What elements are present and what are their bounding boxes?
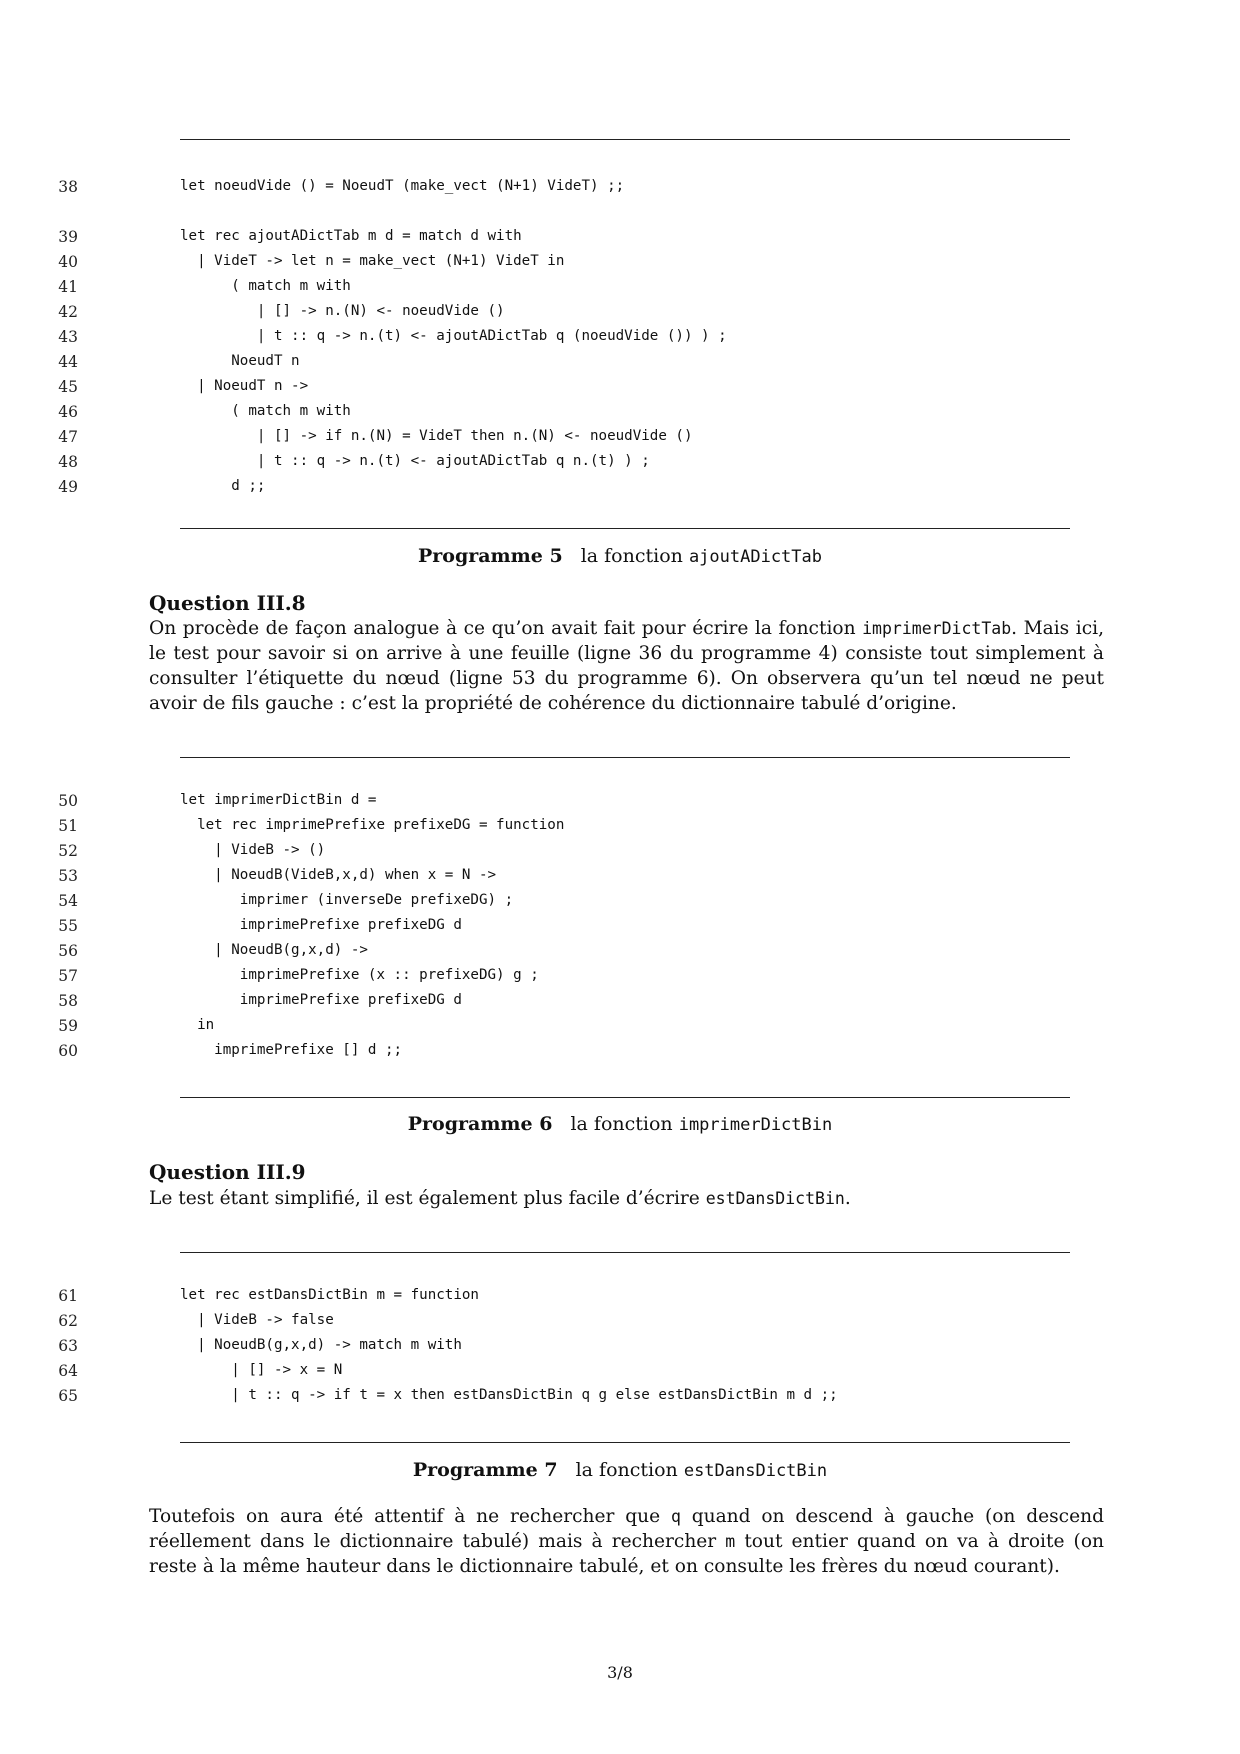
program6-top-rule <box>180 757 1070 758</box>
code-line <box>0 890 1240 915</box>
code-text: | [] -> x = N <box>180 1362 343 1378</box>
line-number: 58 <box>58 992 78 1010</box>
line-number: 57 <box>58 967 78 985</box>
line-number: 63 <box>58 1337 78 1355</box>
code-text: | NoeudB(g,x,d) -> <box>180 942 368 958</box>
code-line <box>0 940 1240 965</box>
line-number: 50 <box>58 792 78 810</box>
code-line <box>0 790 1240 815</box>
line-number: 59 <box>58 1017 78 1035</box>
line-number: 41 <box>58 278 78 296</box>
code-text: | NoeudT n -> <box>180 378 309 394</box>
code-line <box>0 1040 1240 1065</box>
code-line <box>0 1360 1240 1385</box>
code-line <box>0 815 1240 840</box>
code-text: in <box>180 1017 215 1033</box>
caption-text: la fonction <box>580 545 689 567</box>
line-number: 65 <box>58 1387 78 1405</box>
code-text: imprimePrefixe prefixeDG d <box>180 992 462 1008</box>
line-number: 61 <box>58 1287 78 1305</box>
caption-code: estDansDictBin <box>683 1461 828 1481</box>
code-line <box>0 840 1240 865</box>
line-number: 40 <box>58 253 78 271</box>
code-text: | VideT -> let n = make_vect (N+1) VideT in <box>180 253 565 269</box>
inline-code: imprimerDictTab <box>862 619 1012 638</box>
code-line <box>0 351 1240 376</box>
question-iii9-text <box>149 1186 1104 1211</box>
code-text: imprimer (inverseDe prefixeDG) ; <box>180 892 514 908</box>
line-number: 49 <box>58 478 78 496</box>
code-line <box>0 401 1240 426</box>
line-number: 55 <box>58 917 78 935</box>
inline-code: q <box>670 1507 681 1526</box>
code-text: imprimePrefixe prefixeDG d <box>180 917 462 933</box>
code-line <box>0 990 1240 1015</box>
code-text: let imprimerDictBin d = <box>180 792 377 808</box>
code-text: | NoeudB(g,x,d) -> match m with <box>180 1337 462 1353</box>
line-number: 45 <box>58 378 78 396</box>
line-number: 52 <box>58 842 78 860</box>
code-line <box>0 1015 1240 1040</box>
line-number: 44 <box>58 353 78 371</box>
inline-code: m <box>725 1532 736 1551</box>
code-line <box>0 965 1240 990</box>
inline-code: estDansDictBin <box>705 1189 845 1208</box>
line-number: 39 <box>58 228 78 246</box>
code-line <box>0 1310 1240 1335</box>
line-number: 43 <box>58 328 78 346</box>
code-text: let rec imprimePrefixe prefixeDG = function <box>180 817 565 833</box>
page-number: 3/8 <box>607 1663 633 1682</box>
question-iii9-heading: Question III.9 <box>149 1160 306 1184</box>
code-line <box>0 276 1240 301</box>
code-text: | VideB -> () <box>180 842 326 858</box>
program7-top-rule <box>180 1252 1070 1253</box>
paragraph-text: Toutefois on aura été attentif à ne rechercher que <box>149 1506 671 1527</box>
code-line <box>0 326 1240 351</box>
line-number: 64 <box>58 1362 78 1380</box>
code-text: | t :: q -> n.(t) <- ajoutADictTab q n.(t) ) ; <box>180 453 650 469</box>
program5-caption <box>0 545 1240 567</box>
code-line <box>0 301 1240 326</box>
program7-caption <box>0 1459 1240 1481</box>
paragraph-text: tout entier quand on va à droite (on reste à la même hauteur dans le dictionnaire tabulé, et on consulte les frères du nœud courant). <box>149 1531 1104 1577</box>
line-number: 54 <box>58 892 78 910</box>
code-text: | VideB -> false <box>180 1312 334 1328</box>
caption-text: la fonction <box>570 1113 679 1135</box>
code-text: ( match m with <box>180 278 351 294</box>
code-line <box>0 865 1240 890</box>
line-number: 60 <box>58 1042 78 1060</box>
code-line <box>0 376 1240 401</box>
code-text: | t :: q -> if t = x then estDansDictBin q g else estDansDictBin m d ;; <box>180 1387 838 1403</box>
line-number: 51 <box>58 817 78 835</box>
program6-caption <box>0 1113 1240 1135</box>
code-text: let rec ajoutADictTab m d = match d with <box>180 228 522 244</box>
caption-label: Programme 6 <box>407 1113 553 1135</box>
code-text: | NoeudB(VideB,x,d) when x = N -> <box>180 867 497 883</box>
code-line <box>0 176 1240 201</box>
caption-text: la fonction <box>575 1459 684 1481</box>
caption-label: Programme 7 <box>412 1459 558 1481</box>
code-text: NoeudT n <box>180 353 300 369</box>
code-line <box>0 915 1240 940</box>
caption-code: ajoutADictTab <box>688 547 822 567</box>
code-line <box>0 1285 1240 1310</box>
line-number: 42 <box>58 303 78 321</box>
question-iii8-heading: Question III.8 <box>149 591 306 615</box>
code-line <box>0 426 1240 451</box>
code-text: imprimePrefixe (x :: prefixeDG) g ; <box>180 967 539 983</box>
code-text: ( match m with <box>180 403 351 419</box>
code-text: let noeudVide () = NoeudT (make_vect (N+1) VideT) ;; <box>180 178 625 194</box>
code-line <box>0 226 1240 251</box>
paragraph-text: . Mais ici, le test pour savoir si on arrive à une feuille (ligne 36 du programme 4) consiste tout simplement à consulter l’étiquette du nœud (ligne 53 du programme 6). On observera qu’un tel nœud ne peut avoir de fils gauche : c’est la propriété de cohérence du dictionnaire tabulé d’origine. <box>149 618 1105 714</box>
code-text: let rec estDansDictBin m = function <box>180 1287 479 1303</box>
code-line <box>0 1385 1240 1410</box>
program7-bottom-rule <box>180 1442 1070 1443</box>
line-number: 46 <box>58 403 78 421</box>
code-line <box>0 1335 1240 1360</box>
line-number: 53 <box>58 867 78 885</box>
code-text: | t :: q -> n.(t) <- ajoutADictTab q (noeudVide ()) ) ; <box>180 328 727 344</box>
line-number: 38 <box>58 178 78 196</box>
program6-bottom-rule <box>180 1097 1070 1098</box>
question-iii8-text <box>149 616 1104 716</box>
paragraph-text: . <box>844 1188 851 1209</box>
code-text: | [] -> n.(N) <- noeudVide () <box>180 303 505 319</box>
caption-code: imprimerDictBin <box>678 1115 833 1135</box>
paragraph-text: quand on descend à gauche (on descend réellement dans le dictionnaire tabulé) mais à rechercher <box>149 1506 1104 1552</box>
code-line <box>0 251 1240 276</box>
closing-paragraph <box>149 1504 1104 1579</box>
caption-label: Programme 5 <box>417 545 563 567</box>
program5-bottom-rule <box>180 528 1070 529</box>
line-number: 62 <box>58 1312 78 1330</box>
line-number: 48 <box>58 453 78 471</box>
code-text: d ;; <box>180 478 266 494</box>
code-text: imprimePrefixe [] d ;; <box>180 1042 403 1058</box>
line-number: 47 <box>58 428 78 446</box>
line-number: 56 <box>58 942 78 960</box>
code-text: | [] -> if n.(N) = VideT then n.(N) <- noeudVide () <box>180 428 693 444</box>
paragraph-text: Le test étant simplifié, il est également plus facile d’écrire <box>149 1188 706 1209</box>
program5-top-rule <box>180 139 1070 140</box>
paragraph-text: On procède de façon analogue à ce qu’on avait fait pour écrire la fonction <box>149 618 863 639</box>
code-line <box>0 451 1240 476</box>
code-line <box>0 476 1240 501</box>
